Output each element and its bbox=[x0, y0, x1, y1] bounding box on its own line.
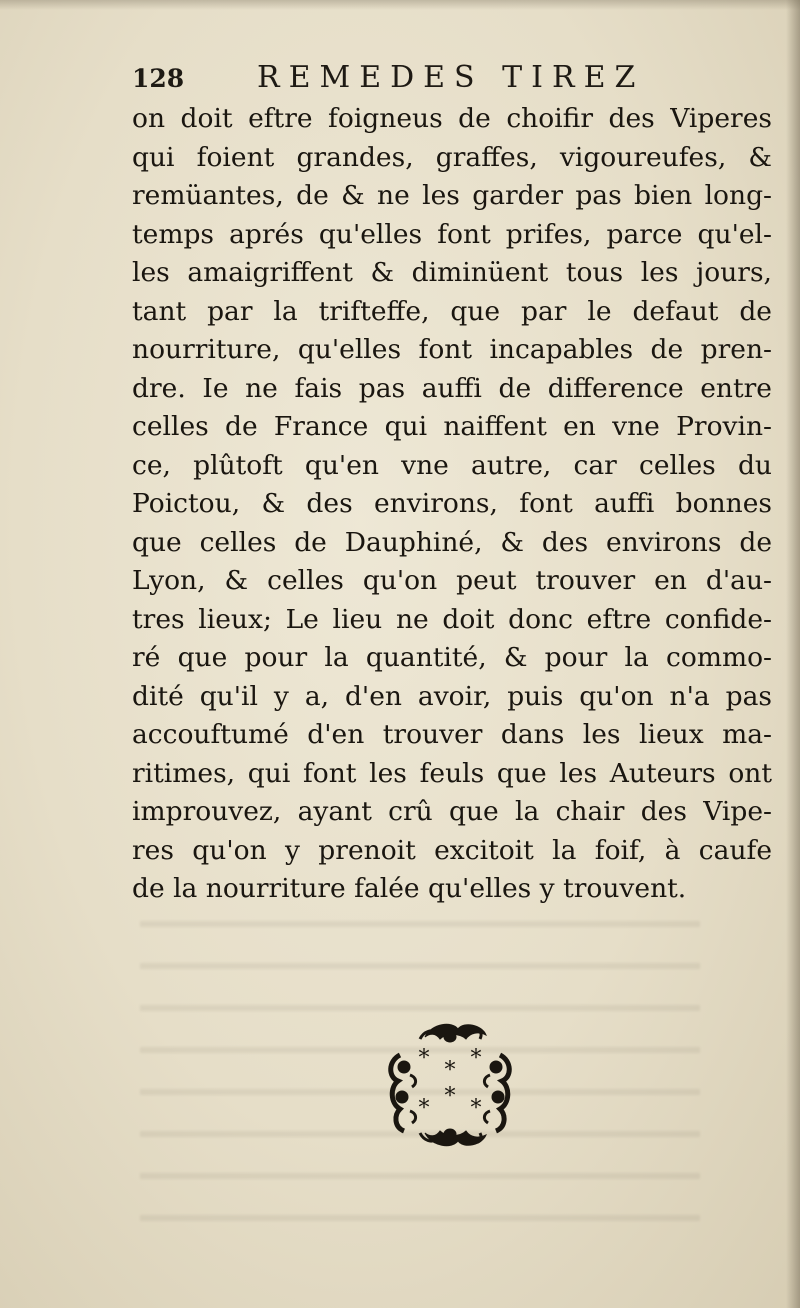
text-line: ré que pour la quantité, & pour la commo- bbox=[132, 642, 772, 673]
text-line: celles de France qui naiffent en vne Provin- bbox=[132, 411, 772, 442]
text-line: tant par la trifteffe, que par le defaut de bbox=[132, 295, 772, 327]
text-line: Poictou, & des environs, font auffi bonnes bbox=[132, 488, 772, 519]
text-line: temps aprés qu'elles font prifes, parce qu'el- bbox=[132, 218, 772, 250]
svg-text:*: * bbox=[418, 1096, 430, 1121]
svg-text:*: * bbox=[444, 1058, 456, 1083]
text-line: nourriture, qu'elles font incapables de pren- bbox=[132, 334, 772, 365]
text-line: remüantes, de & ne les garder pas bien long- bbox=[132, 180, 772, 211]
text-line: tres lieux; Le lieu ne doit donc eftre confide- bbox=[132, 603, 772, 635]
text-line: on doit eftre foigneus de choifir des Viperes bbox=[132, 103, 772, 134]
text-line: dre. Ie ne fais pas auffi de difference entre bbox=[132, 372, 772, 404]
page-top-shadow bbox=[0, 0, 800, 10]
text-line: ritimes, qui font les feuls que les Auteurs ont bbox=[132, 757, 772, 789]
svg-text:*: * bbox=[470, 1096, 482, 1121]
text-line: res qu'on y prenoit excitoit la foif, à caufe bbox=[132, 834, 772, 866]
page-number: 128 bbox=[132, 64, 185, 93]
fleuron-ornament-icon bbox=[380, 1015, 520, 1155]
svg-text:*: * bbox=[418, 1046, 430, 1071]
page-gutter-shadow bbox=[786, 0, 800, 1308]
body-text bbox=[132, 100, 772, 909]
svg-text:*: * bbox=[470, 1046, 482, 1071]
text-line: que celles de Dauphiné, & des environs de bbox=[132, 526, 772, 558]
text-line: dité qu'il y a, d'en avoir, puis qu'on n'a pas bbox=[132, 680, 772, 712]
text-line: accouftumé d'en trouver dans les lieux ma- bbox=[132, 719, 772, 750]
svg-text:*: * bbox=[444, 1084, 456, 1109]
text-line: de la nourriture falée qu'elles y trouvent. bbox=[132, 873, 687, 904]
running-title: REMEDES TIREZ bbox=[257, 60, 645, 95]
text-line: qui foient grandes, graffes, vigoureufes, & bbox=[132, 141, 772, 173]
text-line: improuvez, ayant crû que la chair des Vipe- bbox=[132, 796, 772, 827]
text-line: Lyon, & celles qu'on peut trouver en d'au- bbox=[132, 565, 772, 596]
page-header bbox=[132, 60, 772, 100]
text-line: les amaigriffent & diminüent tous les jours, bbox=[132, 257, 772, 288]
text-line: ce, plûtoft qu'en vne autre, car celles du bbox=[132, 449, 772, 481]
